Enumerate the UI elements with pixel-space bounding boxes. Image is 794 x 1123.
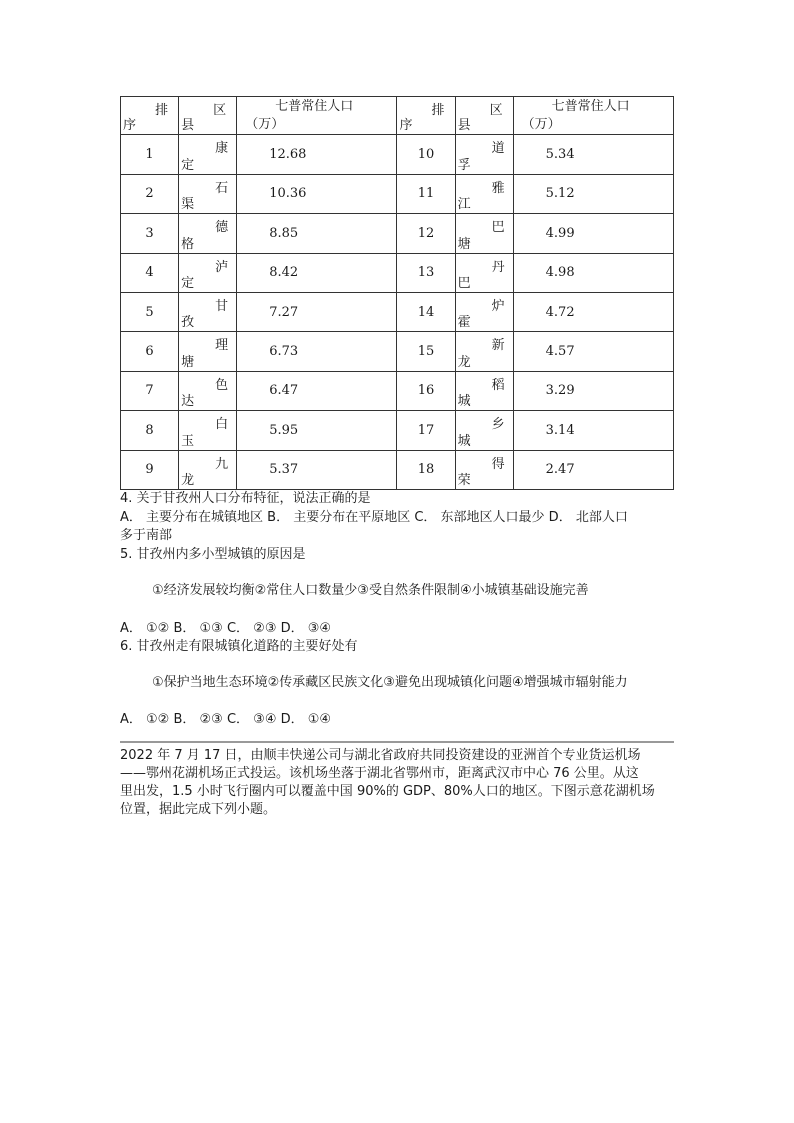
header-county-2: 区 县 [455, 97, 513, 135]
county-char-1: 丹 [491, 259, 505, 275]
county-char-2: 玉 [181, 433, 195, 449]
county-cell [455, 450, 513, 489]
table-header-row [121, 97, 674, 135]
table-row [121, 332, 674, 371]
county-char-2: 孜 [181, 315, 195, 331]
rank-cell: 4 [121, 253, 179, 292]
q5-items: ①经济发展较均衡②常住人口数量少③受自然条件限制④小城镇基础设施完善 [152, 583, 589, 598]
county-cell [179, 371, 237, 410]
county-cell [455, 135, 513, 174]
population-cell: 3.14 [513, 411, 673, 450]
q6-items: ①保护当地生态环境②传承藏区民族文化③避免出现城镇化问题④增强城市辐射能力 [152, 675, 628, 690]
county-cell [179, 174, 237, 213]
header-population-2: 七普常住人口 （万） [513, 97, 673, 135]
county-char-1: 炉 [491, 298, 505, 314]
county-char-2: 城 [457, 394, 471, 410]
rank-cell: 12 [397, 214, 455, 253]
county-char-2: 龙 [181, 473, 195, 488]
county-char-2: 孚 [457, 157, 471, 173]
rank-cell: 7 [121, 371, 179, 410]
passage-line: 里出发，1.5 小时飞行圈内可以覆盖中国 90%的 GDP、80%人口的地区。下图示意花湖机场 [120, 784, 655, 799]
q4-options-line2: 多于南部 [120, 528, 173, 543]
header-rank-2: 排 序 [397, 97, 455, 135]
county-char-2: 城 [457, 433, 471, 449]
county-char-2: 塘 [457, 236, 471, 252]
county-char-2: 荣 [457, 473, 471, 488]
table-row [121, 174, 674, 213]
county-char-2: 定 [181, 157, 195, 173]
table-row [121, 214, 674, 253]
passage-line: 2022 年 7 月 17 日，由顺丰快递公司与湖北省政府共同投资建设的亚洲首个专业货运机场 [120, 748, 641, 763]
population-cell: 4.98 [513, 253, 673, 292]
section-divider [120, 741, 674, 743]
rank-cell: 5 [121, 292, 179, 331]
table-row [121, 253, 674, 292]
county-char-2: 达 [181, 394, 195, 410]
passage-line: 位置，据此完成下列小题。 [120, 802, 277, 817]
rank-cell: 1 [121, 135, 179, 174]
county-char-1: 石 [215, 180, 229, 196]
rank-cell: 2 [121, 174, 179, 213]
county-cell [455, 214, 513, 253]
county-char-1: 色 [215, 377, 229, 393]
county-cell [455, 332, 513, 371]
passage [120, 747, 676, 819]
q6-options: A． ①② B． ②③ C． ③④ D． ①④ [120, 712, 332, 727]
header-rank: 排 序 [121, 97, 179, 135]
q4-options-line1: A． 主要分布在城镇地区 B． 主要分布在平原地区 C． 东部地区人口最少 D． 北部人口 [120, 510, 628, 525]
population-cell: 6.47 [237, 371, 397, 410]
population-cell: 5.37 [237, 450, 397, 489]
population-cell: 6.73 [237, 332, 397, 371]
population-cell: 8.42 [237, 253, 397, 292]
header-population: 七普常住人口 （万） [237, 97, 397, 135]
population-cell: 5.34 [513, 135, 673, 174]
table-row [121, 411, 674, 450]
header-county: 区 县 [179, 97, 237, 135]
passage-line: ——鄂州花湖机场正式投运。该机场坐落于湖北省鄂州市，距离武汉市中心 76 公里。从这 [120, 766, 639, 781]
county-char-2: 塘 [181, 354, 195, 370]
county-char-1: 理 [215, 338, 229, 354]
county-char-1: 新 [491, 338, 505, 354]
county-char-2: 格 [181, 236, 195, 252]
rank-cell: 14 [397, 292, 455, 331]
county-char-2: 霍 [457, 315, 471, 331]
county-char-1: 甘 [215, 298, 229, 314]
population-cell: 10.36 [237, 174, 397, 213]
rank-cell: 3 [121, 214, 179, 253]
county-char-1: 乡 [491, 417, 505, 433]
county-char-2: 龙 [457, 354, 471, 370]
county-cell [455, 371, 513, 410]
county-char-2: 巴 [457, 275, 471, 291]
population-cell: 2.47 [513, 450, 673, 489]
rank-cell: 10 [397, 135, 455, 174]
county-cell [179, 214, 237, 253]
q5-options: A． ①② B． ①③ C． ②③ D． ③④ [120, 621, 332, 636]
population-cell: 4.72 [513, 292, 673, 331]
county-char-1: 巴 [491, 220, 505, 236]
county-char-1: 泸 [215, 259, 229, 275]
county-cell [179, 292, 237, 331]
county-char-2: 渠 [181, 197, 195, 213]
table-row [121, 292, 674, 331]
county-char-1: 得 [491, 456, 505, 472]
county-cell [455, 253, 513, 292]
county-cell [179, 450, 237, 489]
q6-stem: 6. 甘孜州走有限城镇化道路的主要好处有 [120, 639, 358, 654]
population-cell: 4.99 [513, 214, 673, 253]
rank-cell: 17 [397, 411, 455, 450]
population-cell: 12.68 [237, 135, 397, 174]
q4-stem: 4. 关于甘孜州人口分布特征，说法正确的是 [120, 491, 371, 506]
rank-cell: 8 [121, 411, 179, 450]
county-char-1: 稻 [491, 377, 505, 393]
county-char-2: 江 [457, 197, 471, 213]
county-cell [179, 411, 237, 450]
population-table [120, 96, 674, 490]
county-char-1: 九 [215, 456, 229, 472]
county-char-1: 雅 [491, 180, 505, 196]
table-row [121, 371, 674, 410]
county-char-1: 康 [215, 141, 229, 157]
county-cell [179, 332, 237, 371]
table-row [121, 450, 674, 489]
population-cell: 7.27 [237, 292, 397, 331]
county-char-1: 德 [215, 220, 229, 236]
rank-cell: 18 [397, 450, 455, 489]
county-cell [455, 174, 513, 213]
county-char-1: 白 [215, 417, 229, 433]
county-cell [455, 292, 513, 331]
county-cell [179, 135, 237, 174]
county-char-2: 定 [181, 275, 195, 291]
rank-cell: 6 [121, 332, 179, 371]
population-cell: 5.12 [513, 174, 673, 213]
q5-stem: 5. 甘孜州内多小型城镇的原因是 [120, 547, 306, 562]
county-cell [455, 411, 513, 450]
rank-cell: 16 [397, 371, 455, 410]
population-cell: 4.57 [513, 332, 673, 371]
table-row [121, 135, 674, 174]
population-cell: 5.95 [237, 411, 397, 450]
county-char-1: 道 [491, 141, 505, 157]
rank-cell: 15 [397, 332, 455, 371]
rank-cell: 13 [397, 253, 455, 292]
county-cell [179, 253, 237, 292]
population-cell: 8.85 [237, 214, 397, 253]
rank-cell: 11 [397, 174, 455, 213]
population-cell: 3.29 [513, 371, 673, 410]
rank-cell: 9 [121, 450, 179, 489]
